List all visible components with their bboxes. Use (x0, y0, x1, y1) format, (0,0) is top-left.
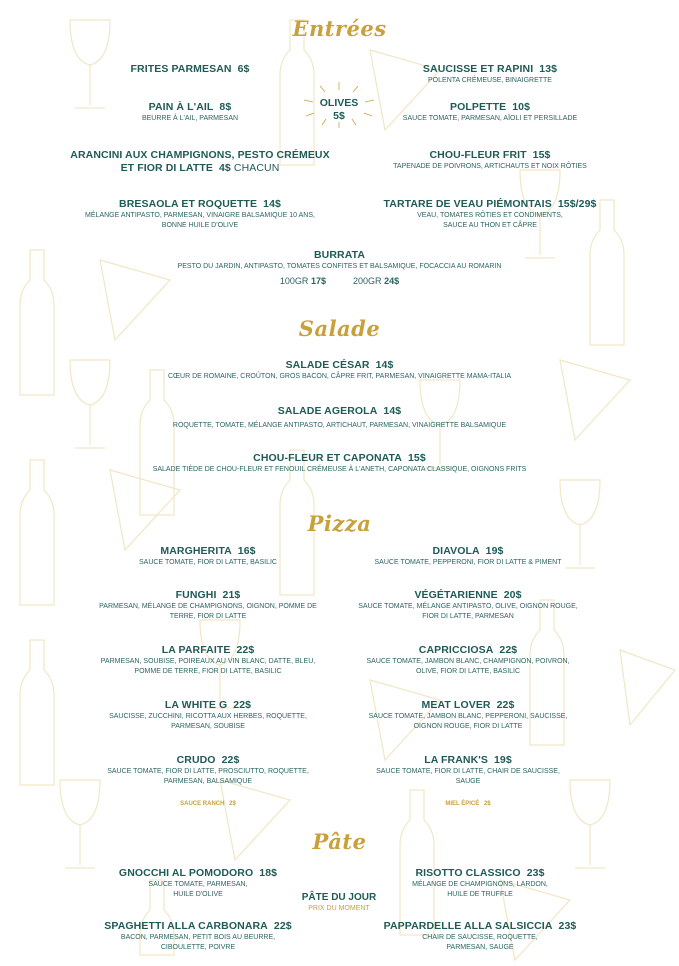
item-description: SAUCE TOMATE, FIOR DI LATTE, BASILIC (139, 559, 277, 566)
item-description-2: OLIVE, FIOR DI LATTE, BASILIC (415, 668, 521, 675)
item-name: CAPRICCIOSA (418, 644, 494, 656)
item-price: 22$ (221, 754, 240, 766)
section-title-pizza: Pizza (307, 511, 372, 536)
item-price: 6$ (237, 63, 250, 75)
item-description: SAUCE TOMATE, PEPPERONI, FIOR DI LATTE & PIMENT (374, 559, 562, 566)
item-description: PARMESAN, MÉLANGE DE CHAMPIGNONS, OIGNON, POMME DE (99, 603, 317, 610)
item-name: FUNGHI (175, 589, 217, 601)
menu-item-tartare (360, 198, 620, 231)
menu-item-margherita (78, 545, 338, 568)
item-name: LA FRANK'S (424, 754, 488, 766)
item-description: SAUCISSE, ZUCCHINI, RICOTTA AUX HERBES, ROQUETTE, (109, 713, 307, 720)
item-name: GNOCCHI AL POMODORO (118, 867, 254, 879)
item-price: 15$ (407, 452, 426, 464)
pizza-slice-icon (110, 470, 180, 550)
item-description: SAUCE TOMATE, FIOR DI LATTE, PROSCIUTTO, ROQUETTE, (107, 768, 309, 775)
menu-item-funghi (78, 589, 338, 622)
item-name: LA WHITE G (164, 699, 228, 711)
item-name: SPAGHETTI ALLA CARBONARA (104, 920, 268, 932)
item-description-2: CIBOULETTE, POIVRE (160, 944, 236, 951)
item-price: 16$ (237, 545, 256, 557)
item-name: MARGHERITA (160, 545, 232, 557)
item-name: POLPETTE (449, 101, 507, 113)
item-price: 23$ (558, 920, 577, 932)
menu-item-bresaola (70, 198, 330, 231)
addon-sauce-ranch (78, 801, 338, 807)
item-description: SAUCE TOMATE, PARMESAN, (148, 881, 248, 888)
menu-item-diavola (338, 545, 598, 568)
size-label-2: 200GR (353, 276, 382, 286)
item-description-2: FIOR DI LATTE, PARMESAN (422, 613, 514, 620)
item-price: 14$ (375, 359, 394, 371)
item-price: 19$ (493, 754, 512, 766)
item-description-2: TERRE, FIOR DI LATTE (169, 613, 247, 620)
item-unit: CHACUN (233, 162, 280, 174)
item-price: 20$ (503, 589, 522, 601)
item-description-2: POMME DE TERRE, FIOR DI LATTE, BASILIC (134, 668, 282, 675)
item-name: LA PARFAITE (161, 644, 231, 656)
menu-item-choufleur (360, 149, 620, 172)
item-description: POLENTA CRÉMEUSE, BINAIGRETTE (428, 77, 552, 84)
menu-item-meat-lover (338, 699, 598, 732)
item-price: 5$ (333, 110, 345, 122)
item-description: BACON, PARMESAN, PETIT BOIS AU BEURRE, (120, 934, 276, 941)
item-name-2: ET FIOR DI LATTE (120, 162, 213, 174)
item-price: 13$ (539, 63, 558, 75)
size-label: 100GR (279, 276, 309, 286)
item-name: CHOU-FLEUR FRIT (429, 149, 527, 161)
section-title-salade: Salade (298, 316, 381, 341)
item-description: SALADE TIÈDE DE CHOU-FLEUR ET FENOUIL CRÉMEUSE À L'ANETH, CAPONATA CLASSIQUE, OIGNONS FRITS (152, 466, 527, 473)
item-name: CHOU-FLEUR ET CAPONATA (253, 452, 402, 464)
section-title-pate: Pâte (312, 829, 367, 854)
item-name: DIAVOLA (432, 545, 480, 557)
size-price: 17$ (310, 276, 326, 286)
wine-glass-icon (60, 780, 100, 868)
addon-price: 2$ (483, 801, 491, 807)
item-price: 23$ (526, 867, 545, 879)
menu-item-polpette (360, 101, 620, 124)
bottle-icon (400, 790, 434, 935)
size-price-2: 24$ (384, 276, 400, 286)
menu-item-agerola (80, 405, 599, 431)
item-description-2: OIGNON ROUGE, FIOR DI LATTE (413, 723, 523, 730)
item-description: CŒUR DE ROMAINE, CROÛTON, GROS BACON, CÂPRE FRIT, PARMESAN, VINAIGRETTE MAMA-ITALIA (167, 373, 512, 380)
menu-item-saucisse (360, 63, 620, 86)
item-price: 22$ (236, 644, 255, 656)
item-name: BRESAOLA ET ROQUETTE (119, 198, 258, 210)
pizza-slice-icon (620, 650, 675, 725)
menu-item-caponata (60, 452, 619, 475)
item-price: 4$ (218, 162, 231, 174)
item-price: 8$ (219, 101, 232, 113)
menu-item-pain (60, 101, 320, 124)
item-description-2: PARMESAN, SAUGE (446, 944, 514, 951)
item-description-2: HUILE D'OLIVE (173, 891, 223, 898)
item-name: SALADE CÉSAR (285, 359, 370, 371)
addon-label: MIEL ÉPICÉ (445, 801, 480, 807)
menu-item-cesar (80, 359, 599, 382)
item-description: BEURRE À L'AIL, PARMESAN (141, 115, 239, 122)
item-description-2: PARMESAN, SOUBISE (171, 723, 245, 730)
addon-label: SAUCE RANCH (180, 801, 225, 807)
item-description: TAPENADE DE POIVRONS, ARTICHAUTS ET NOIX RÔTIES (393, 163, 587, 170)
item-price: 14$ (263, 198, 281, 210)
bottle-icon (20, 640, 54, 785)
item-name: ARANCINI AUX CHAMPIGNONS, PESTO CRÉMEUX (70, 149, 330, 161)
menu-item-capricciosa (338, 644, 598, 677)
wine-glass-icon (570, 780, 610, 868)
menu-item-frites (60, 63, 320, 76)
item-name: MEAT LOVER (421, 699, 491, 711)
item-description-2: SAUGE (455, 778, 481, 785)
menu-item-franks (338, 754, 598, 787)
menu-item-arancini (70, 149, 330, 175)
item-price: 15$ (532, 149, 551, 161)
item-description: VEAU, TOMATES RÔTIES ET CONDIMENTS, (417, 212, 563, 219)
item-description: SAUCE TOMATE, FIOR DI LATTE, CHAIR DE SAUCISSE, (376, 768, 560, 775)
section-title-entrees: Entrées (292, 16, 387, 41)
item-description-2: PARMESAN, BALSAMIQUE (163, 778, 253, 785)
item-name: BURRATA (313, 249, 366, 261)
item-description: SAUCE TOMATE, MÉLANGE ANTIPASTO, OLIVE, OIGNON ROUGE, (358, 603, 578, 610)
item-description: ROQUETTE, TOMATE, MÉLANGE ANTIPASTO, ARTICHAUT, PARMESAN, VINAIGRETTE BALSAMIQUE (172, 422, 507, 429)
item-description: PESTO DU JARDIN, ANTIPASTO, TOMATES CONFITES ET BALSAMIQUE, FOCACCIA AU ROMARIN (177, 263, 502, 270)
item-description-2: SAUCE AU THON ET CÂPRE (443, 222, 537, 229)
item-name: TARTARE DE VEAU PIÉMONTAIS (383, 198, 552, 210)
item-name: CRUDO (176, 754, 216, 766)
item-name: RISOTTO CLASSICO (415, 867, 521, 879)
menu-item-vegetarienne (338, 589, 598, 622)
menu-item-burrata (80, 249, 599, 287)
item-name: SAUCISSE ET RAPINI (422, 63, 534, 75)
item-price: 22$ (499, 644, 518, 656)
item-name: PÂTE DU JOUR (301, 892, 377, 903)
item-price: 18$ (259, 867, 278, 879)
item-description-2: HUILE DE TRUFFLE (447, 891, 513, 898)
item-price: 19$ (485, 545, 504, 557)
item-description-2: BONNE HUILE D'OLIVE (161, 222, 239, 229)
item-price: 15$/29$ (557, 198, 597, 210)
menu-item-carbonara (68, 920, 328, 953)
item-name: PAIN À L'AIL (148, 101, 214, 113)
item-description: MÉLANGE ANTIPASTO, PARMESAN, VINAIGRE BALSAMIQUE 10 ANS, (85, 212, 315, 219)
item-name: OLIVES (319, 97, 359, 109)
item-price: 21$ (222, 589, 241, 601)
item-name: VÉGÉTARIENNE (414, 589, 498, 601)
menu-item-risotto (350, 867, 610, 900)
menu-item-pappardelle (350, 920, 610, 953)
item-description: MÉLANGE DE CHAMPIGNONS, LARDON, (412, 881, 548, 888)
menu-item-white-g (78, 699, 338, 732)
item-description: CHAIR DE SAUCISSE, ROQUETTE, (422, 934, 538, 941)
item-name: FRITES PARMESAN (130, 63, 232, 75)
item-price: 22$ (273, 920, 292, 932)
item-name: SALADE AGEROLA (277, 405, 378, 417)
item-description: SAUCE TOMATE, PARMESAN, AÏOLI ET PERSILLADE (402, 115, 578, 122)
item-description: SAUCE TOMATE, JAMBON BLANC, CHAMPIGNON, POIVRON, (366, 658, 570, 665)
item-price: 14$ (383, 405, 402, 417)
item-description: SAUCE TOMATE, JAMBON BLANC, PEPPERONI, SAUCISSE, (368, 713, 568, 720)
menu-item-crudo (78, 754, 338, 787)
item-price: 10$ (512, 101, 531, 113)
item-description: PARMESAN, SOUBISE, POIREAUX AU VIN BLANC, DATTE, BLEU, (100, 658, 316, 665)
menu-item-parfaite (78, 644, 338, 677)
bottle-icon (140, 370, 174, 515)
item-price: 22$ (233, 699, 252, 711)
item-description: PRIX DU MOMENT (308, 905, 370, 912)
addon-price: 2$ (229, 801, 236, 807)
item-price: 22$ (496, 699, 515, 711)
item-name: PAPPARDELLE ALLA SALSICCIA (383, 920, 553, 932)
addon-miel-epice (338, 801, 598, 807)
